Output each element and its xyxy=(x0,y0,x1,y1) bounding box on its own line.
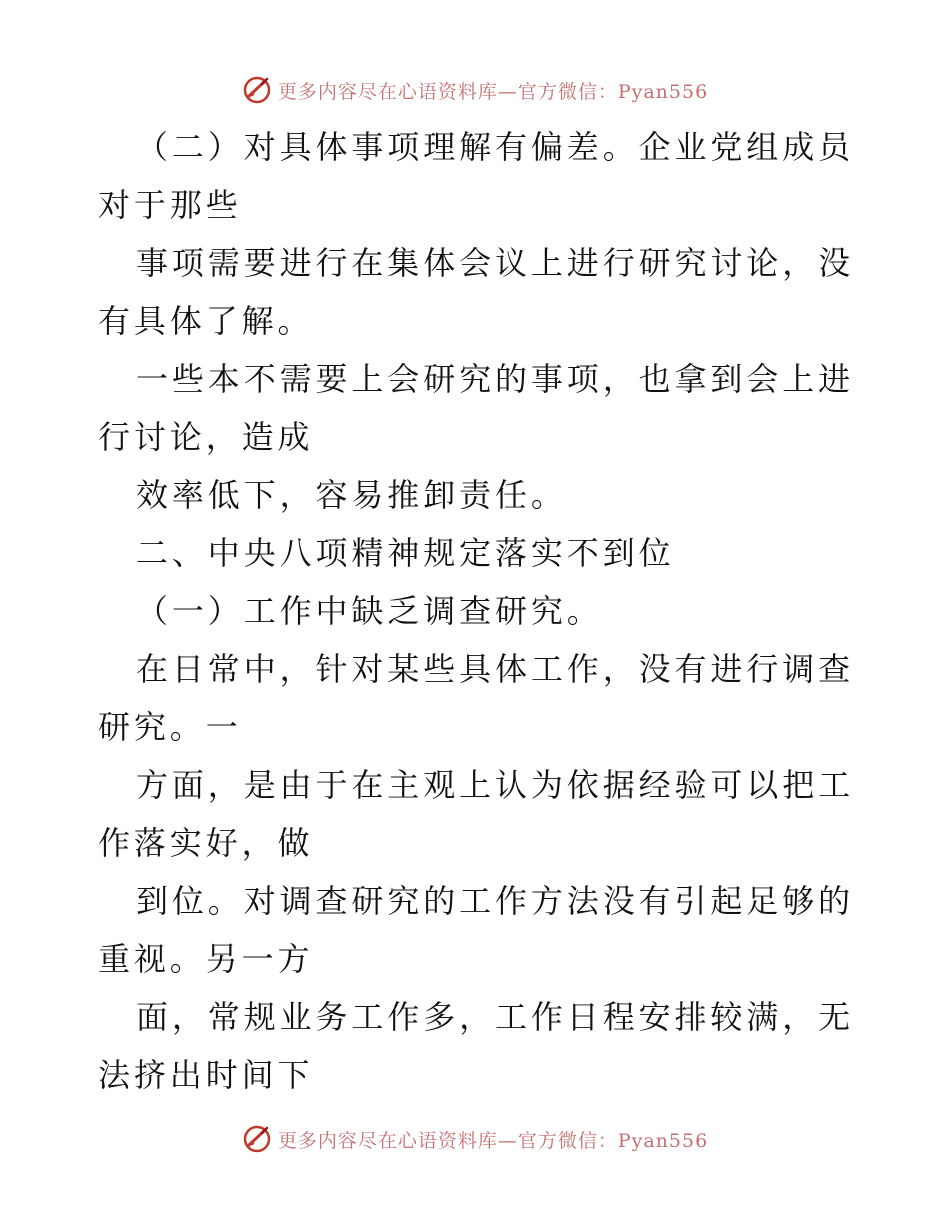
document-body xyxy=(98,118,858,1104)
pen-seal-logo-icon xyxy=(242,1124,272,1154)
watermark-banner-top xyxy=(0,70,950,110)
section-heading: 二、中央八项精神规定落实不到位 xyxy=(136,534,675,572)
watermark-text: 更多内容尽在心语资料库—官方微信：Pyan556 xyxy=(277,80,709,103)
watermark-banner-bottom xyxy=(0,1119,950,1159)
watermark-text: 更多内容尽在心语资料库—官方微信：Pyan556 xyxy=(277,1129,709,1152)
paragraph: 方面，是由于在主观上认为依据经验可以把工作落实好，做 xyxy=(98,766,855,862)
subsection-heading: （一）工作中缺乏调查研究。 xyxy=(136,592,603,630)
paragraph: （二）对具体事项理解有偏差。企业党组成员对于那些 xyxy=(98,128,855,224)
pen-seal-logo-icon xyxy=(242,75,272,105)
paragraph: 到位。对调查研究的工作方法没有引起足够的重视。另一方 xyxy=(98,882,855,978)
paragraph: 一些本不需要上会研究的事项，也拿到会上进行讨论，造成 xyxy=(98,360,855,456)
paragraph: 面，常规业务工作多，工作日程安排较满，无法挤出时间下 xyxy=(98,998,855,1094)
paragraph: 在日常中，针对某些具体工作，没有进行调查研究。一 xyxy=(98,650,855,746)
paragraph: 效率低下，容易推卸责任。 xyxy=(136,476,567,514)
paragraph: 事项需要进行在集体会议上进行研究讨论，没有具体了解。 xyxy=(98,244,855,340)
